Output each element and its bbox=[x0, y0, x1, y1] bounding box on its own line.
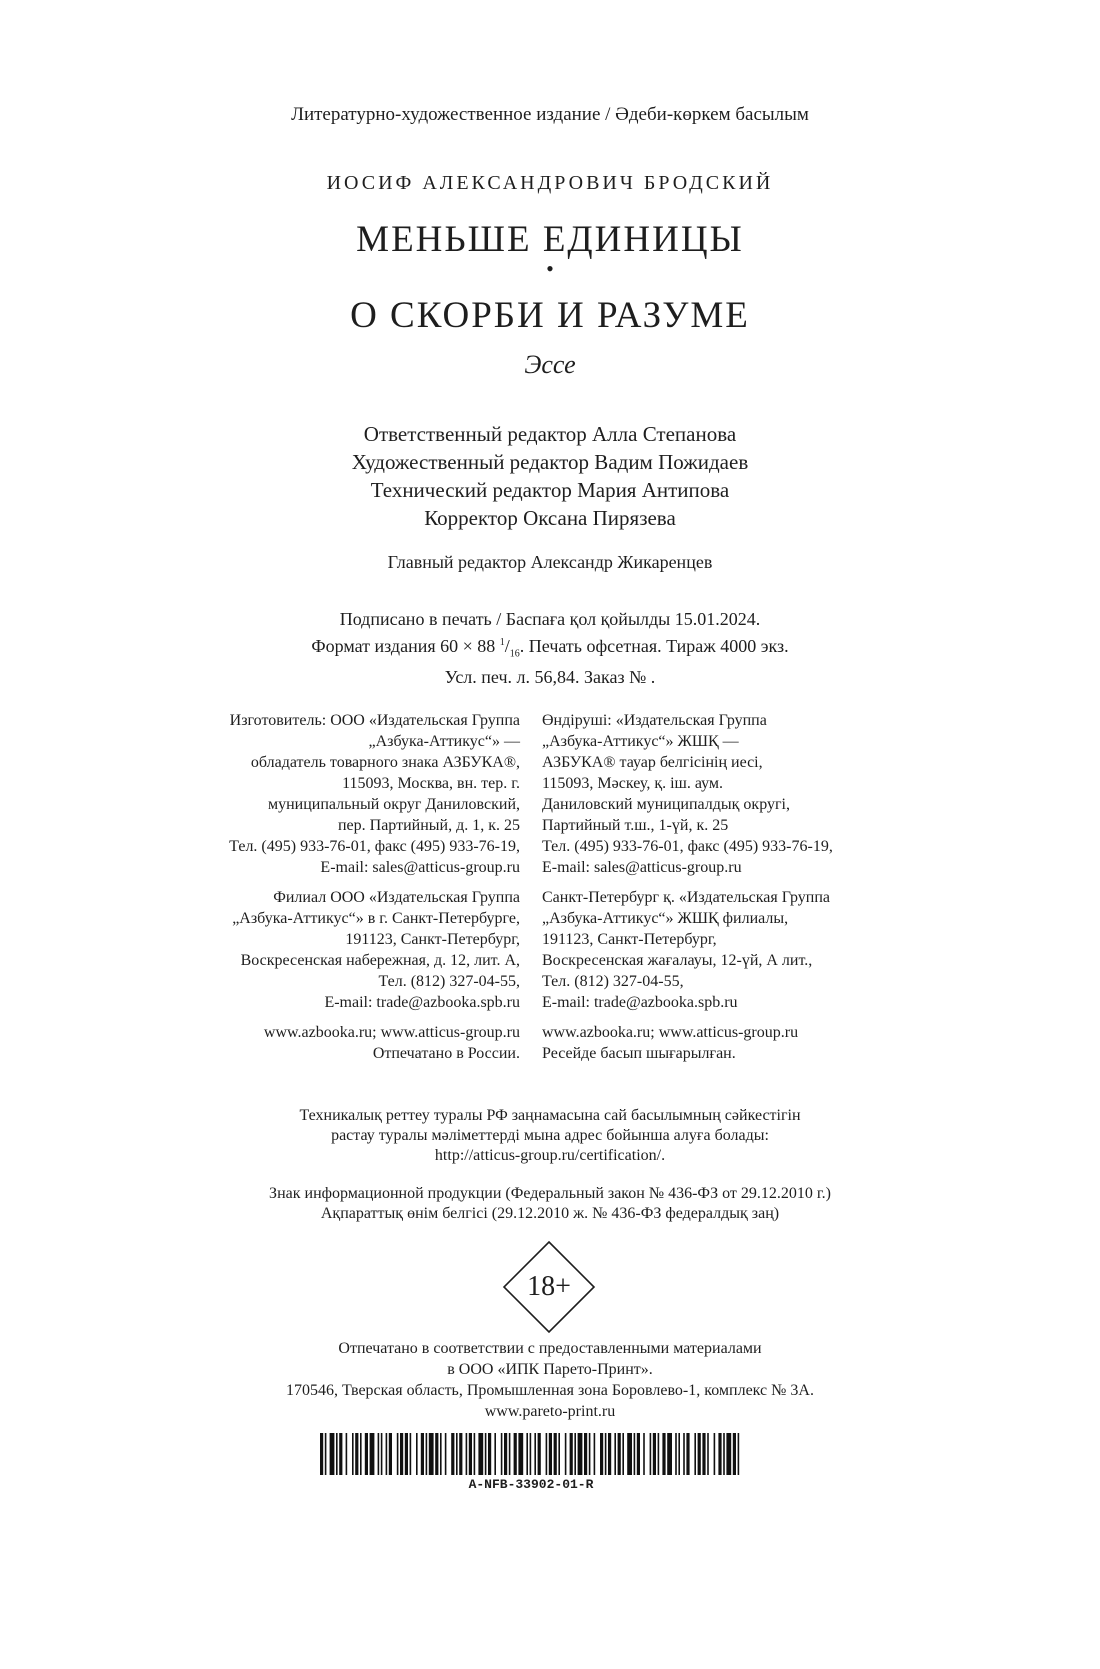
age-rating: 18+ bbox=[527, 1271, 571, 1302]
title-separator: • bbox=[546, 256, 554, 281]
maker-kz: Өндіруші: «Издательская Группа „Азбука-Аттикус“» ЖШҚ — АЗБУКА® тауар белгісінің иесі, 115093, Мәскеу, қ. іш. аум. Даниловский муниципалдық округі, Партийный т.ш., 1-үй, к. 25 Тел. (495) 933-76-01, факс (495) 933-76-19, E-mail: sales@atticus-group.ru bbox=[542, 712, 833, 876]
maker-ru: Изготовитель: ООО «Издательская Группа „Азбука-Аттикус“» — обладатель товарного знака АЗБУКА®, 115093, Москва, вн. тер. г. муниципальный округ Даниловский, пер. Партийный, д. 1, к. 25 Тел. (495) 933-76-01, факс (495) 933-76-19, E-mail: sales@atticus-group.ru bbox=[229, 712, 520, 876]
format-line: Формат издания 60 × 88 $^1/_{16}$. Печать офсетная. Тираж 4000 экз. bbox=[311, 636, 789, 660]
printing-house: Отпечатано в соответствии с предоставленными материалами в ООО «ИПК Парето-Принт». 170546, Тверская область, Промышленная зона Боровлево-1, комплекс № 3А. www.pareto-print.ru bbox=[286, 1340, 814, 1420]
order-line: Усл. печ. л. 56,84. Заказ № . bbox=[444, 666, 656, 687]
staff-corrector: Корректор Оксана Пирязева bbox=[424, 506, 676, 530]
footer-kz: www.azbooka.ru; www.atticus-group.ru Ресейде басып шығарылған. bbox=[542, 1024, 799, 1062]
book-title-1: МЕНЬШЕ ЕДИНИЦЫ bbox=[356, 219, 744, 260]
book-subtitle: Эссе bbox=[524, 350, 576, 379]
info-product-sign: Знак информационной продукции (Федеральный закон № 436-ФЗ от 29.12.2010 г.) Ақпараттық өнім белгісі (29.12.2010 ж. № 436-ФЗ федералдық заң) bbox=[269, 1185, 831, 1222]
certification-note: Техникалық реттеу туралы РФ заңнамасына сай басылымның сәйкестігін растау туралы мәліметтерді мына адрес бойынша алуға болады: http://atticus-group.ru/certification/. bbox=[299, 1107, 801, 1164]
chief-editor: Главный редактор Александр Жикаренцев bbox=[387, 552, 713, 572]
print-info bbox=[0, 608, 1100, 689]
editorial-staff bbox=[0, 420, 1100, 532]
signed-date: Подписано в печать / Баспаға қол қойылды 15.01.2024. bbox=[339, 609, 761, 629]
book-title-2: О СКОРБИ И РАЗУМЕ bbox=[350, 295, 750, 336]
barcode-label: A-NFB-33902-01-R bbox=[468, 1477, 594, 1492]
staff-art-editor: Художественный редактор Вадим Пожидаев bbox=[351, 450, 749, 474]
branch-ru: Филиал ООО «Издательская Группа „Азбука-Аттикус“» в г. Санкт-Петербурге, 191123, Санкт-Петербург, Воскресенская набережная, д. 12, лит. А, Тел. (812) 327-04-55, E-mail: trade@azbooka.spb.ru bbox=[232, 889, 520, 1011]
barcode-icon bbox=[320, 1433, 742, 1475]
author-name: ИОСИФ АЛЕКСАНДРОВИЧ БРОДСКИЙ bbox=[326, 172, 774, 194]
publisher-kz-column bbox=[542, 710, 962, 1073]
staff-technical-editor: Технический редактор Мария Антипова bbox=[370, 478, 730, 502]
genre-line: Литературно-художественное издание / Әдеби-көркем басылым bbox=[291, 104, 809, 125]
publisher-ru-column bbox=[120, 710, 520, 1073]
footer-ru: www.azbooka.ru; www.atticus-group.ru Отпечатано в России. bbox=[263, 1024, 520, 1062]
staff-responsible-editor: Ответственный редактор Алла Степанова bbox=[363, 422, 737, 446]
branch-kz: Санкт-Петербург қ. «Издательская Группа „Азбука-Аттикус“» ЖШҚ филиалы, 191123, Санкт-Петербург, Воскресенская жағалауы, 12-үй, А лит., Тел. (812) 327-04-55, E-mail: trade@azbooka.spb.ru bbox=[542, 889, 830, 1011]
